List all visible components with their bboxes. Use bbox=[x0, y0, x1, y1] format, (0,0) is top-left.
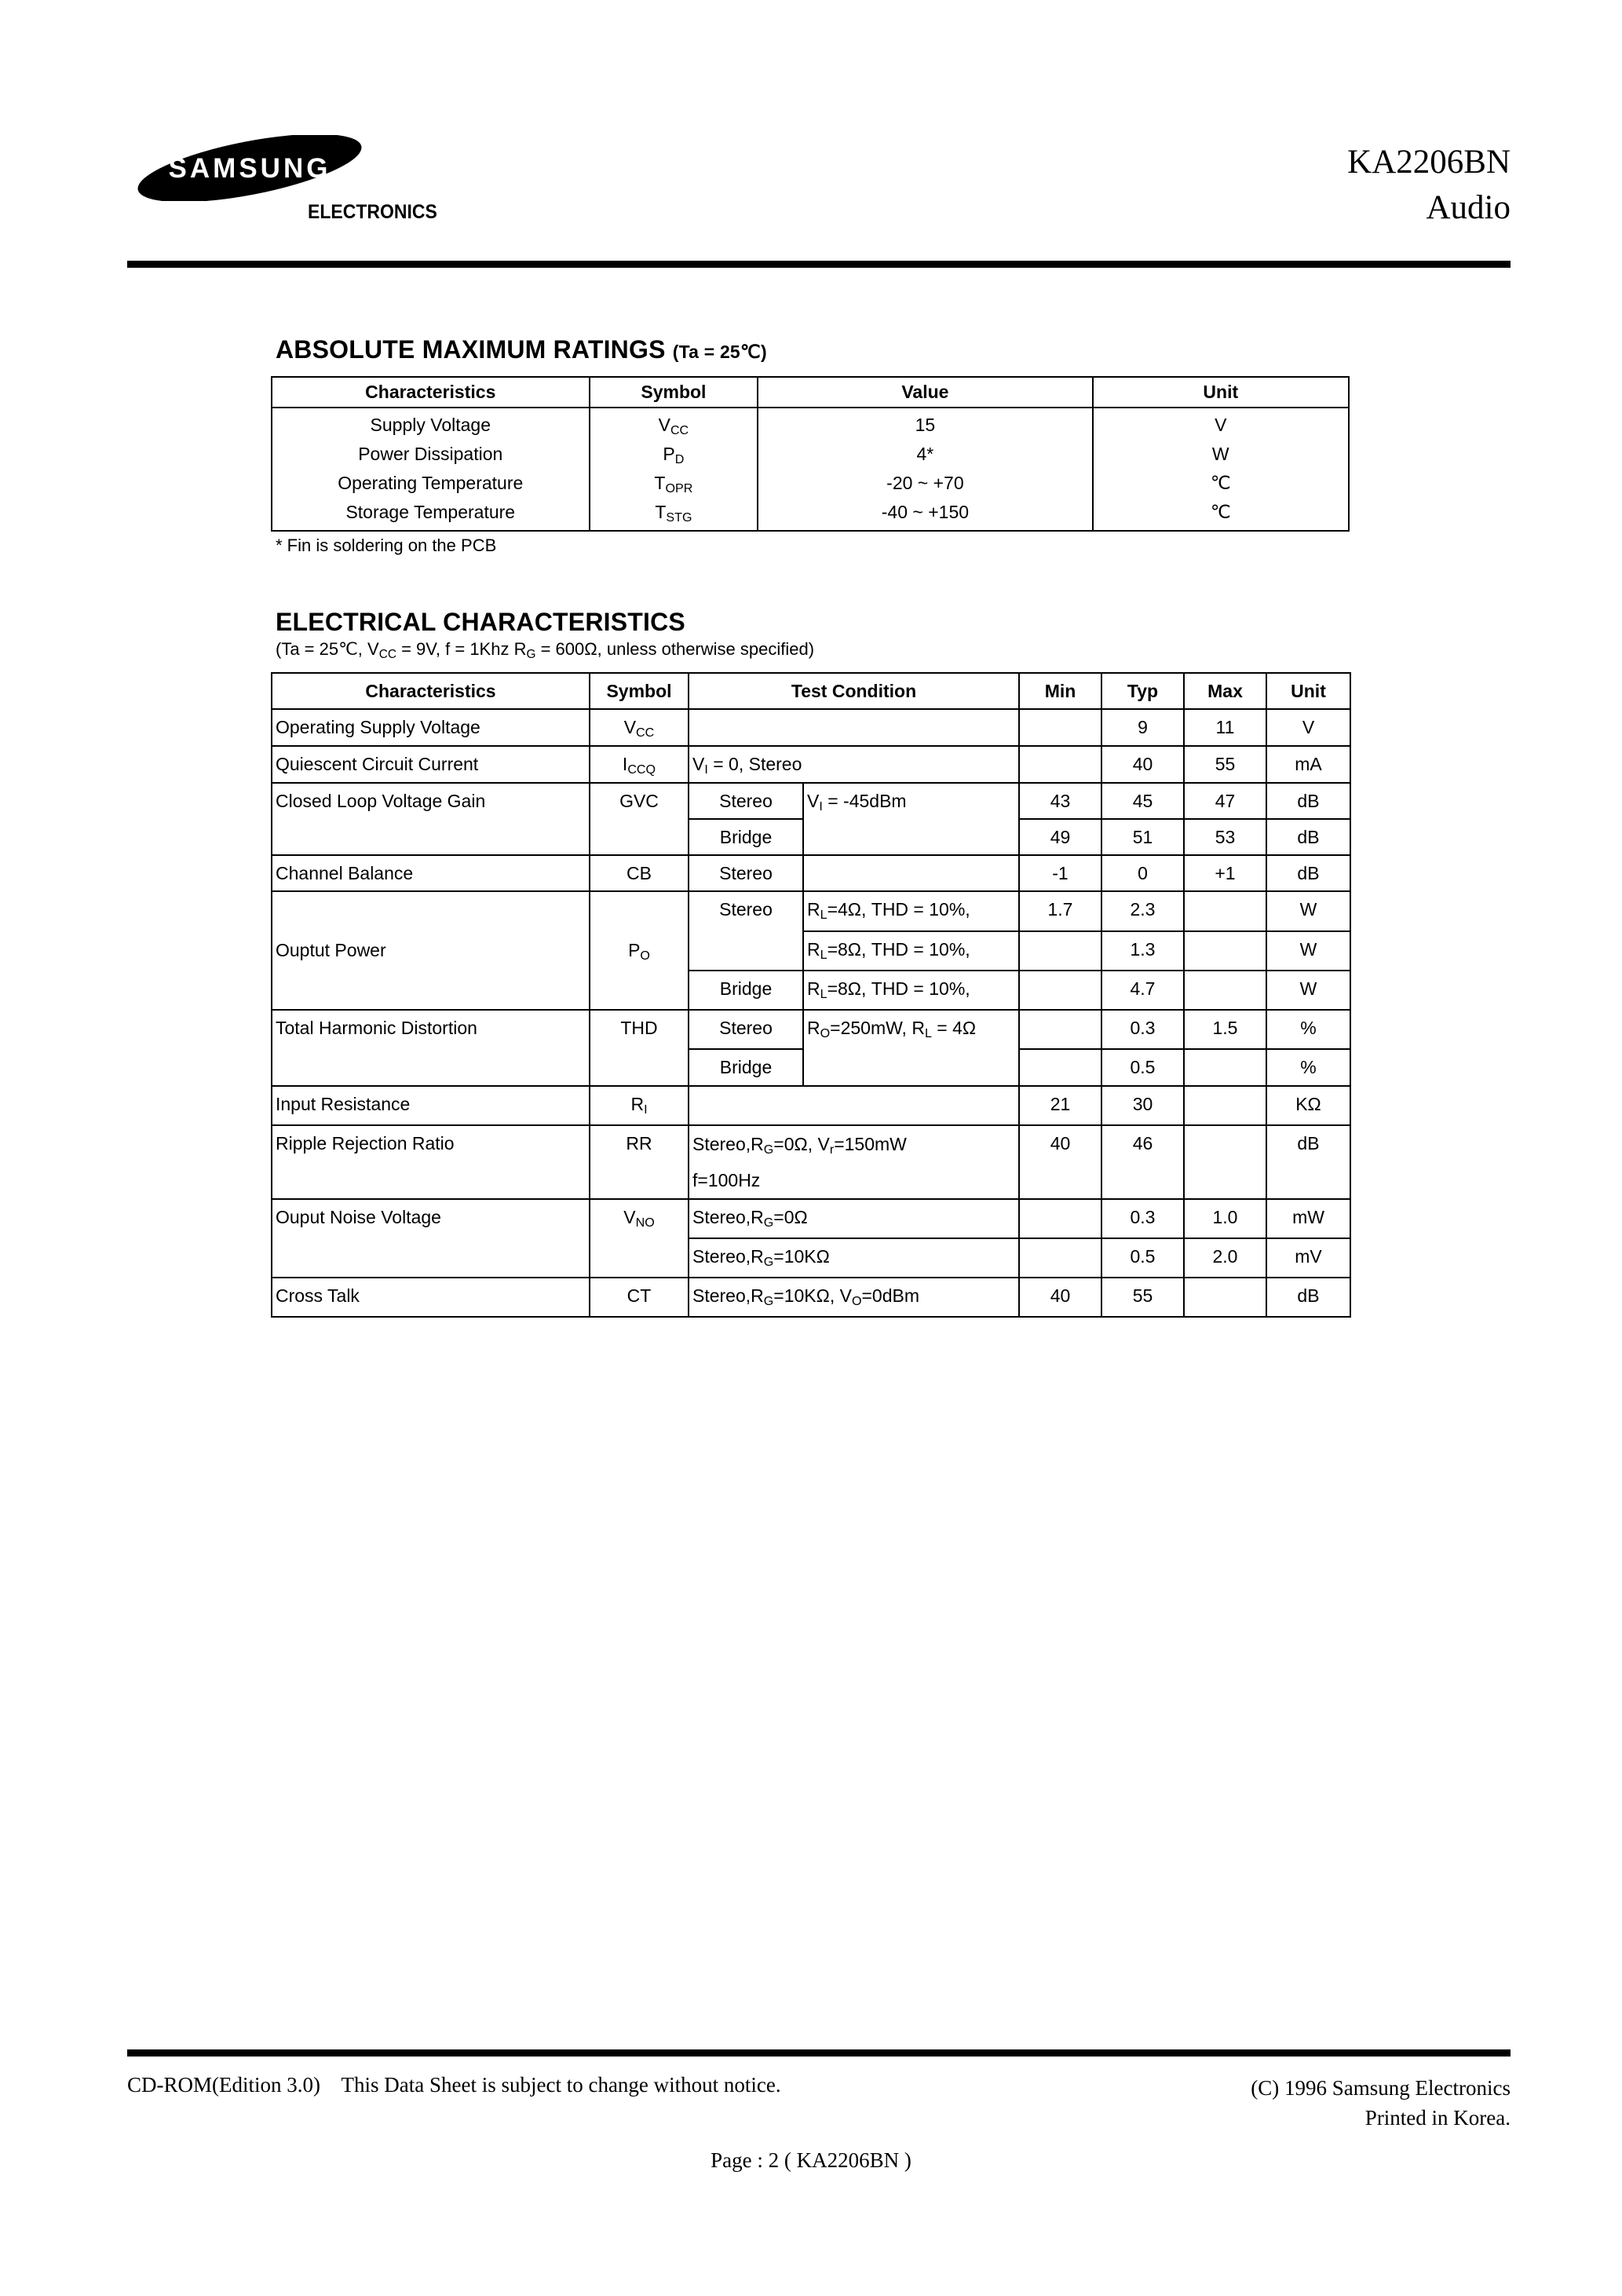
cell-unit: W bbox=[1266, 891, 1350, 931]
cell-char: Operating Supply Voltage bbox=[272, 709, 590, 746]
cell-max bbox=[1184, 931, 1266, 971]
samsung-logo-ellipse bbox=[132, 135, 367, 201]
cell-unit: W bbox=[1266, 931, 1350, 971]
cell-symbol: $R_I$ bbox=[590, 1086, 689, 1125]
footer-left bbox=[127, 2073, 781, 2097]
ec-col-max: Max bbox=[1184, 673, 1266, 709]
cell-max bbox=[1184, 891, 1266, 931]
table-row bbox=[272, 783, 1350, 819]
cell-condition bbox=[689, 1086, 1019, 1125]
cell-symbol: $V_{CC}$ bbox=[590, 709, 689, 746]
cell-condition: $R_L=8\Omega$, THD = 10%, bbox=[803, 931, 1019, 971]
cell-min: 21 bbox=[1019, 1086, 1101, 1125]
cell-char: Channel Balance bbox=[272, 855, 590, 891]
cell-unit: mV bbox=[1266, 1238, 1350, 1278]
cell-char: Ouptut Power bbox=[272, 891, 590, 1010]
ec-col-characteristics: Characteristics bbox=[272, 673, 590, 709]
cell-condition: $V_I = 0$, Stereo bbox=[689, 746, 1019, 783]
cell-symbol: CB bbox=[590, 855, 689, 891]
cell-typ: 55 bbox=[1101, 1278, 1184, 1317]
ec-header-row bbox=[272, 673, 1350, 709]
cell-mode: Stereo bbox=[689, 1010, 803, 1049]
cell-min: 43 bbox=[1019, 783, 1101, 819]
table-row bbox=[272, 408, 1349, 440]
table-row bbox=[272, 855, 1350, 891]
cell-typ: 30 bbox=[1101, 1086, 1184, 1125]
footer-rule bbox=[127, 2049, 1511, 2057]
amr-footnote: * Fin is soldering on the PCB bbox=[276, 536, 497, 555]
ec-col-symbol: Symbol bbox=[590, 673, 689, 709]
brand-wordmark: SAMSUNG bbox=[168, 153, 331, 184]
cell-max bbox=[1184, 1049, 1266, 1086]
cell-unit: dB bbox=[1266, 1278, 1350, 1317]
cell-unit: dB bbox=[1266, 819, 1350, 855]
cell-typ: 4.7 bbox=[1101, 971, 1184, 1010]
cell-unit: mA bbox=[1266, 746, 1350, 783]
cell-symbol: $V_{NO}$ bbox=[590, 1199, 689, 1278]
cell-max bbox=[1184, 971, 1266, 1010]
cell-typ: 45 bbox=[1101, 783, 1184, 819]
cell-min bbox=[1019, 709, 1101, 746]
cell-symbol: $P_D$ bbox=[590, 440, 758, 469]
cell-condition: $Stereo,R_G=10K\Omega$, $V_O=0dBm$ bbox=[689, 1278, 1019, 1317]
cell-typ: 2.3 bbox=[1101, 891, 1184, 931]
cell-mode: Bridge bbox=[689, 971, 803, 1010]
cell-condition: $V_I = -45dBm$ bbox=[803, 783, 1019, 855]
cell-unit: W bbox=[1266, 971, 1350, 1010]
cell-condition: $Stereo,R_G=0\Omega$ bbox=[689, 1199, 1019, 1238]
cell-max bbox=[1184, 1278, 1266, 1317]
cell-symbol: $P_O$ bbox=[590, 891, 689, 1010]
brand-subtitle: ELECTRONICS bbox=[308, 201, 437, 223]
ec-col-test-condition: Test Condition bbox=[689, 673, 1019, 709]
cell-min: 40 bbox=[1019, 1125, 1101, 1199]
cell-max: 53 bbox=[1184, 819, 1266, 855]
cell-symbol: $T_{OPR}$ bbox=[590, 469, 758, 498]
cell-min: -1 bbox=[1019, 855, 1101, 891]
cell-max: +1 bbox=[1184, 855, 1266, 891]
cell-mode: Stereo bbox=[689, 783, 803, 819]
cell-typ: 1.3 bbox=[1101, 931, 1184, 971]
cell-max: 55 bbox=[1184, 746, 1266, 783]
cell-mode: Bridge bbox=[689, 1049, 803, 1086]
cell-mode: Stereo bbox=[689, 891, 803, 971]
cell-max bbox=[1184, 1125, 1266, 1199]
ec-col-typ: Typ bbox=[1101, 673, 1184, 709]
ec-col-min: Min bbox=[1019, 673, 1101, 709]
table-row bbox=[272, 891, 1350, 931]
cell-min: 49 bbox=[1019, 819, 1101, 855]
cell-unit: ℃ bbox=[1093, 469, 1349, 498]
cell-symbol: $T_{STG}$ bbox=[590, 498, 758, 531]
cell-value: -20 ~ +70 bbox=[758, 469, 1092, 498]
cell-condition: $R_L=4\Omega$, THD = 10%, bbox=[803, 891, 1019, 931]
ec-table bbox=[271, 672, 1351, 1318]
amr-col-unit: Unit bbox=[1093, 377, 1349, 408]
cell-max: 1.0 bbox=[1184, 1199, 1266, 1238]
cell-value: -40 ~ +150 bbox=[758, 498, 1092, 531]
cell-char: Cross Talk bbox=[272, 1278, 590, 1317]
cell-condition: $R_L=8\Omega$, THD = 10%, bbox=[803, 971, 1019, 1010]
cell-max: 1.5 bbox=[1184, 1010, 1266, 1049]
cell-symbol: THD bbox=[590, 1010, 689, 1086]
cell-condition bbox=[689, 709, 1019, 746]
cell-unit: % bbox=[1266, 1010, 1350, 1049]
footer-right bbox=[1251, 2073, 1511, 2133]
cell-typ: 0.3 bbox=[1101, 1010, 1184, 1049]
amr-header-row bbox=[272, 377, 1349, 408]
cell-condition bbox=[803, 855, 1019, 891]
cell-unit: dB bbox=[1266, 855, 1350, 891]
ec-title: ELECTRICAL CHARACTERISTICS bbox=[276, 608, 685, 636]
page-number: Page : 2 ( KA2206BN ) bbox=[711, 2148, 911, 2172]
cell-condition: $Stereo,R_G=10K\Omega$ bbox=[689, 1238, 1019, 1278]
cell-char: Input Resistance bbox=[272, 1086, 590, 1125]
ec-condition: (Ta = 25℃, $V_{CC} = 9V$, f = 1Khz $R_G = 600\Omega$, unless otherwise specified) bbox=[276, 639, 815, 661]
cell-unit: dB bbox=[1266, 783, 1350, 819]
cell-min: 40 bbox=[1019, 1278, 1101, 1317]
cell-char: Quiescent Circuit Current bbox=[272, 746, 590, 783]
table-row bbox=[272, 1125, 1350, 1199]
cell-symbol: CT bbox=[590, 1278, 689, 1317]
cell-unit: W bbox=[1093, 440, 1349, 469]
cell-typ: 0 bbox=[1101, 855, 1184, 891]
cell-char: Ouput Noise Voltage bbox=[272, 1199, 590, 1278]
cell-mode: Bridge bbox=[689, 819, 803, 855]
cell-unit: mW bbox=[1266, 1199, 1350, 1238]
table-row bbox=[272, 498, 1349, 531]
cell-char: Closed Loop Voltage Gain bbox=[272, 783, 590, 855]
cell-typ: 40 bbox=[1101, 746, 1184, 783]
ec-col-unit: Unit bbox=[1266, 673, 1350, 709]
footer-copyright: (C) 1996 Samsung Electronics bbox=[1251, 2076, 1511, 2100]
cell-char: Ripple Rejection Ratio bbox=[272, 1125, 590, 1199]
cell-condition: $Stereo,R_G=0\Omega$, $V_r=150mW$ f=100Hz bbox=[689, 1125, 1019, 1199]
amr-title bbox=[276, 335, 767, 364]
cell-typ: 0.5 bbox=[1101, 1238, 1184, 1278]
cell-char: Operating Temperature bbox=[272, 469, 590, 498]
cell-unit: ℃ bbox=[1093, 498, 1349, 531]
cell-char: Power Dissipation bbox=[272, 440, 590, 469]
cell-symbol: $I_{CCQ}$ bbox=[590, 746, 689, 783]
samsung-logo bbox=[132, 135, 446, 229]
table-row bbox=[272, 709, 1350, 746]
cell-typ: 0.3 bbox=[1101, 1199, 1184, 1238]
table-row bbox=[272, 1199, 1350, 1238]
amr-table bbox=[271, 376, 1350, 532]
cell-min: 1.7 bbox=[1019, 891, 1101, 931]
cell-typ: 51 bbox=[1101, 819, 1184, 855]
cell-symbol: RR bbox=[590, 1125, 689, 1199]
cell-max bbox=[1184, 1086, 1266, 1125]
cell-unit: V bbox=[1266, 709, 1350, 746]
header-right bbox=[1347, 140, 1511, 231]
cell-value: 15 bbox=[758, 408, 1092, 440]
table-row bbox=[272, 1278, 1350, 1317]
cell-char: Supply Voltage bbox=[272, 408, 590, 440]
amr-col-symbol: Symbol bbox=[590, 377, 758, 408]
amr-col-characteristics: Characteristics bbox=[272, 377, 590, 408]
cell-typ: 46 bbox=[1101, 1125, 1184, 1199]
cell-min bbox=[1019, 931, 1101, 971]
amr-col-value: Value bbox=[758, 377, 1092, 408]
header-rule bbox=[127, 261, 1511, 268]
cell-max: 11 bbox=[1184, 709, 1266, 746]
table-row bbox=[272, 440, 1349, 469]
amr-title-text: ABSOLUTE MAXIMUM RATINGS bbox=[276, 335, 666, 364]
cell-min bbox=[1019, 971, 1101, 1010]
cell-condition: $R_O=250mW$, $R_L = 4\Omega$ bbox=[803, 1010, 1019, 1086]
cell-unit: % bbox=[1266, 1049, 1350, 1086]
cell-unit: KΩ bbox=[1266, 1086, 1350, 1125]
cell-typ: 9 bbox=[1101, 709, 1184, 746]
table-row bbox=[272, 1010, 1350, 1049]
footer-notice: This Data Sheet is subject to change without notice. bbox=[341, 2073, 781, 2097]
amr-condition: (Ta = 25℃) bbox=[672, 342, 767, 362]
table-row bbox=[272, 746, 1350, 783]
cell-symbol: GVC bbox=[590, 783, 689, 855]
cell-char: Storage Temperature bbox=[272, 498, 590, 531]
cell-char: Total Harmonic Distortion bbox=[272, 1010, 590, 1086]
table-row bbox=[272, 469, 1349, 498]
cell-min bbox=[1019, 1049, 1101, 1086]
cell-max: 47 bbox=[1184, 783, 1266, 819]
cell-symbol: $V_{CC}$ bbox=[590, 408, 758, 440]
category: Audio bbox=[1426, 189, 1511, 226]
cell-min bbox=[1019, 1199, 1101, 1238]
cell-min bbox=[1019, 1010, 1101, 1049]
cell-value: 4* bbox=[758, 440, 1092, 469]
cell-min bbox=[1019, 1238, 1101, 1278]
cell-typ: 0.5 bbox=[1101, 1049, 1184, 1086]
cell-max: 2.0 bbox=[1184, 1238, 1266, 1278]
part-number: KA2206BN bbox=[1347, 144, 1511, 181]
footer-printed: Printed in Korea. bbox=[1364, 2106, 1511, 2130]
cell-unit: V bbox=[1093, 408, 1349, 440]
cell-mode: Stereo bbox=[689, 855, 803, 891]
cell-min bbox=[1019, 746, 1101, 783]
footer-edition: CD-ROM(Edition 3.0) bbox=[127, 2073, 320, 2097]
cell-unit: dB bbox=[1266, 1125, 1350, 1199]
table-row bbox=[272, 1086, 1350, 1125]
